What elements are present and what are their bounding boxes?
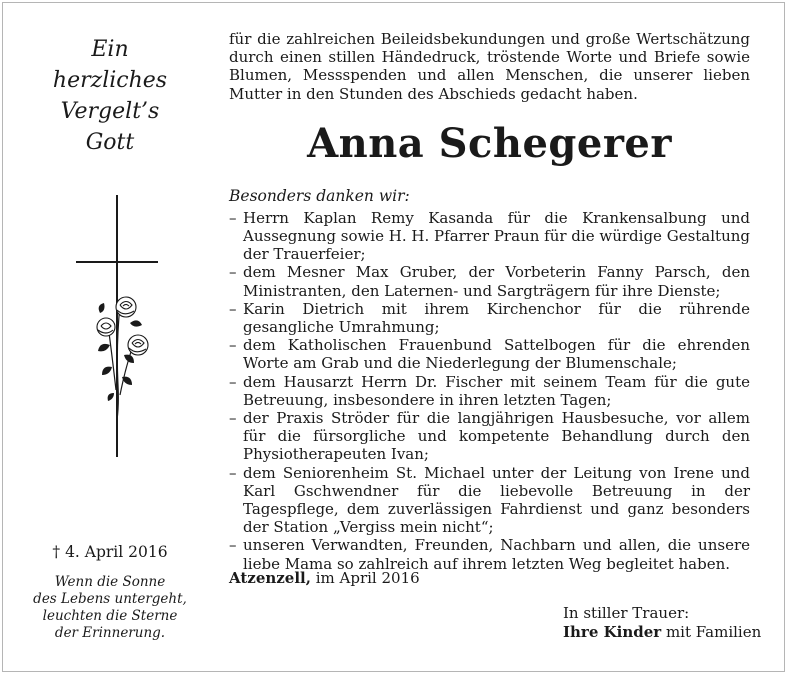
place: Atzenzell, <box>229 569 311 587</box>
signature-rest: mit Familien <box>661 623 762 641</box>
motto-line: Ein <box>91 37 129 62</box>
intro-text: für die zahlreichen Beileidsbekundungen und große Wertschätzung durch einen stillen Händedruck, tröstende Worte und Briefe sowie Blumen, Messspenden und allen Menschen, die unserer lieben Mutter in den Stunden des Abschieds gedacht haben. <box>229 30 750 103</box>
poem-line: Wenn die Sonne <box>54 574 166 590</box>
motto-line: herzliches <box>52 68 168 93</box>
place-and-date <box>229 569 420 587</box>
thanks-item: – unseren Verwandten, Freunden, Nachbarn und allen, die unsere liebe Mama so zahlreich auf ihrem letzten Weg begleitet haben. <box>229 536 750 572</box>
signature <box>563 604 763 642</box>
thanks-item: – dem Mesner Max Gruber, der Vorbeterin Fanny Parsch, den Ministranten, den Laternen- und Sargträgern für ihre Dienste; <box>229 263 750 299</box>
poem-line: des Lebens untergeht, <box>33 591 187 607</box>
motto-line: Gott <box>85 130 135 155</box>
signature-bold: Ihre Kinder <box>563 623 662 641</box>
thanks-list <box>229 209 750 573</box>
thanks-item: – Herrn Kaplan Remy Kasanda für die Krankensalbung und Aussegnung sowie H. H. Pfarrer Praun für die würdige Gestaltung der Trauerfeier; <box>229 209 750 264</box>
signature-intro: In stiller Trauer: <box>563 604 690 622</box>
thanks-heading: Besonders danken wir: <box>229 186 410 205</box>
motto <box>30 34 190 158</box>
left-column <box>0 0 220 677</box>
memorial-poem <box>20 574 200 642</box>
thanks-item: – Karin Dietrich mit ihrem Kirchenchor für die rührende gesangliche Umrahmung; <box>229 300 750 336</box>
right-column <box>229 30 750 573</box>
deceased-name: Anna Schegerer <box>307 119 672 167</box>
cross-with-roses-icon <box>72 195 162 465</box>
motto-line: Vergelt’s <box>60 99 160 124</box>
poem-line: der Erinnerung. <box>54 625 166 641</box>
poem-line: leuchten die Sterne <box>42 608 178 624</box>
thanks-item: – dem Seniorenheim St. Michael unter der Leitung von Irene und Karl Gschwendner für die liebevolle Betreuung in der Tagespflege, dem zuverlässigen Fahrdienst und ganz besonders der Station „Vergiss mein nicht“; <box>229 464 750 537</box>
death-date: † 4. April 2016 <box>52 543 168 561</box>
thanks-item: – dem Hausarzt Herrn Dr. Fischer mit seinem Team für die gute Betreuung, insbesondere in ihren letzten Tagen; <box>229 373 750 409</box>
thanks-item: – dem Katholischen Frauenbund Sattelbogen für die ehrenden Worte am Grab und die Niederlegung der Blumenschale; <box>229 336 750 372</box>
thanks-item: – der Praxis Ströder für die langjährigen Hausbesuche, vor allem für die fürsorgliche und kompetente Behandlung durch den Physiotherapeuten Ivan; <box>229 409 750 464</box>
signature-names <box>563 623 763 642</box>
closing-date: im April 2016 <box>310 569 420 587</box>
